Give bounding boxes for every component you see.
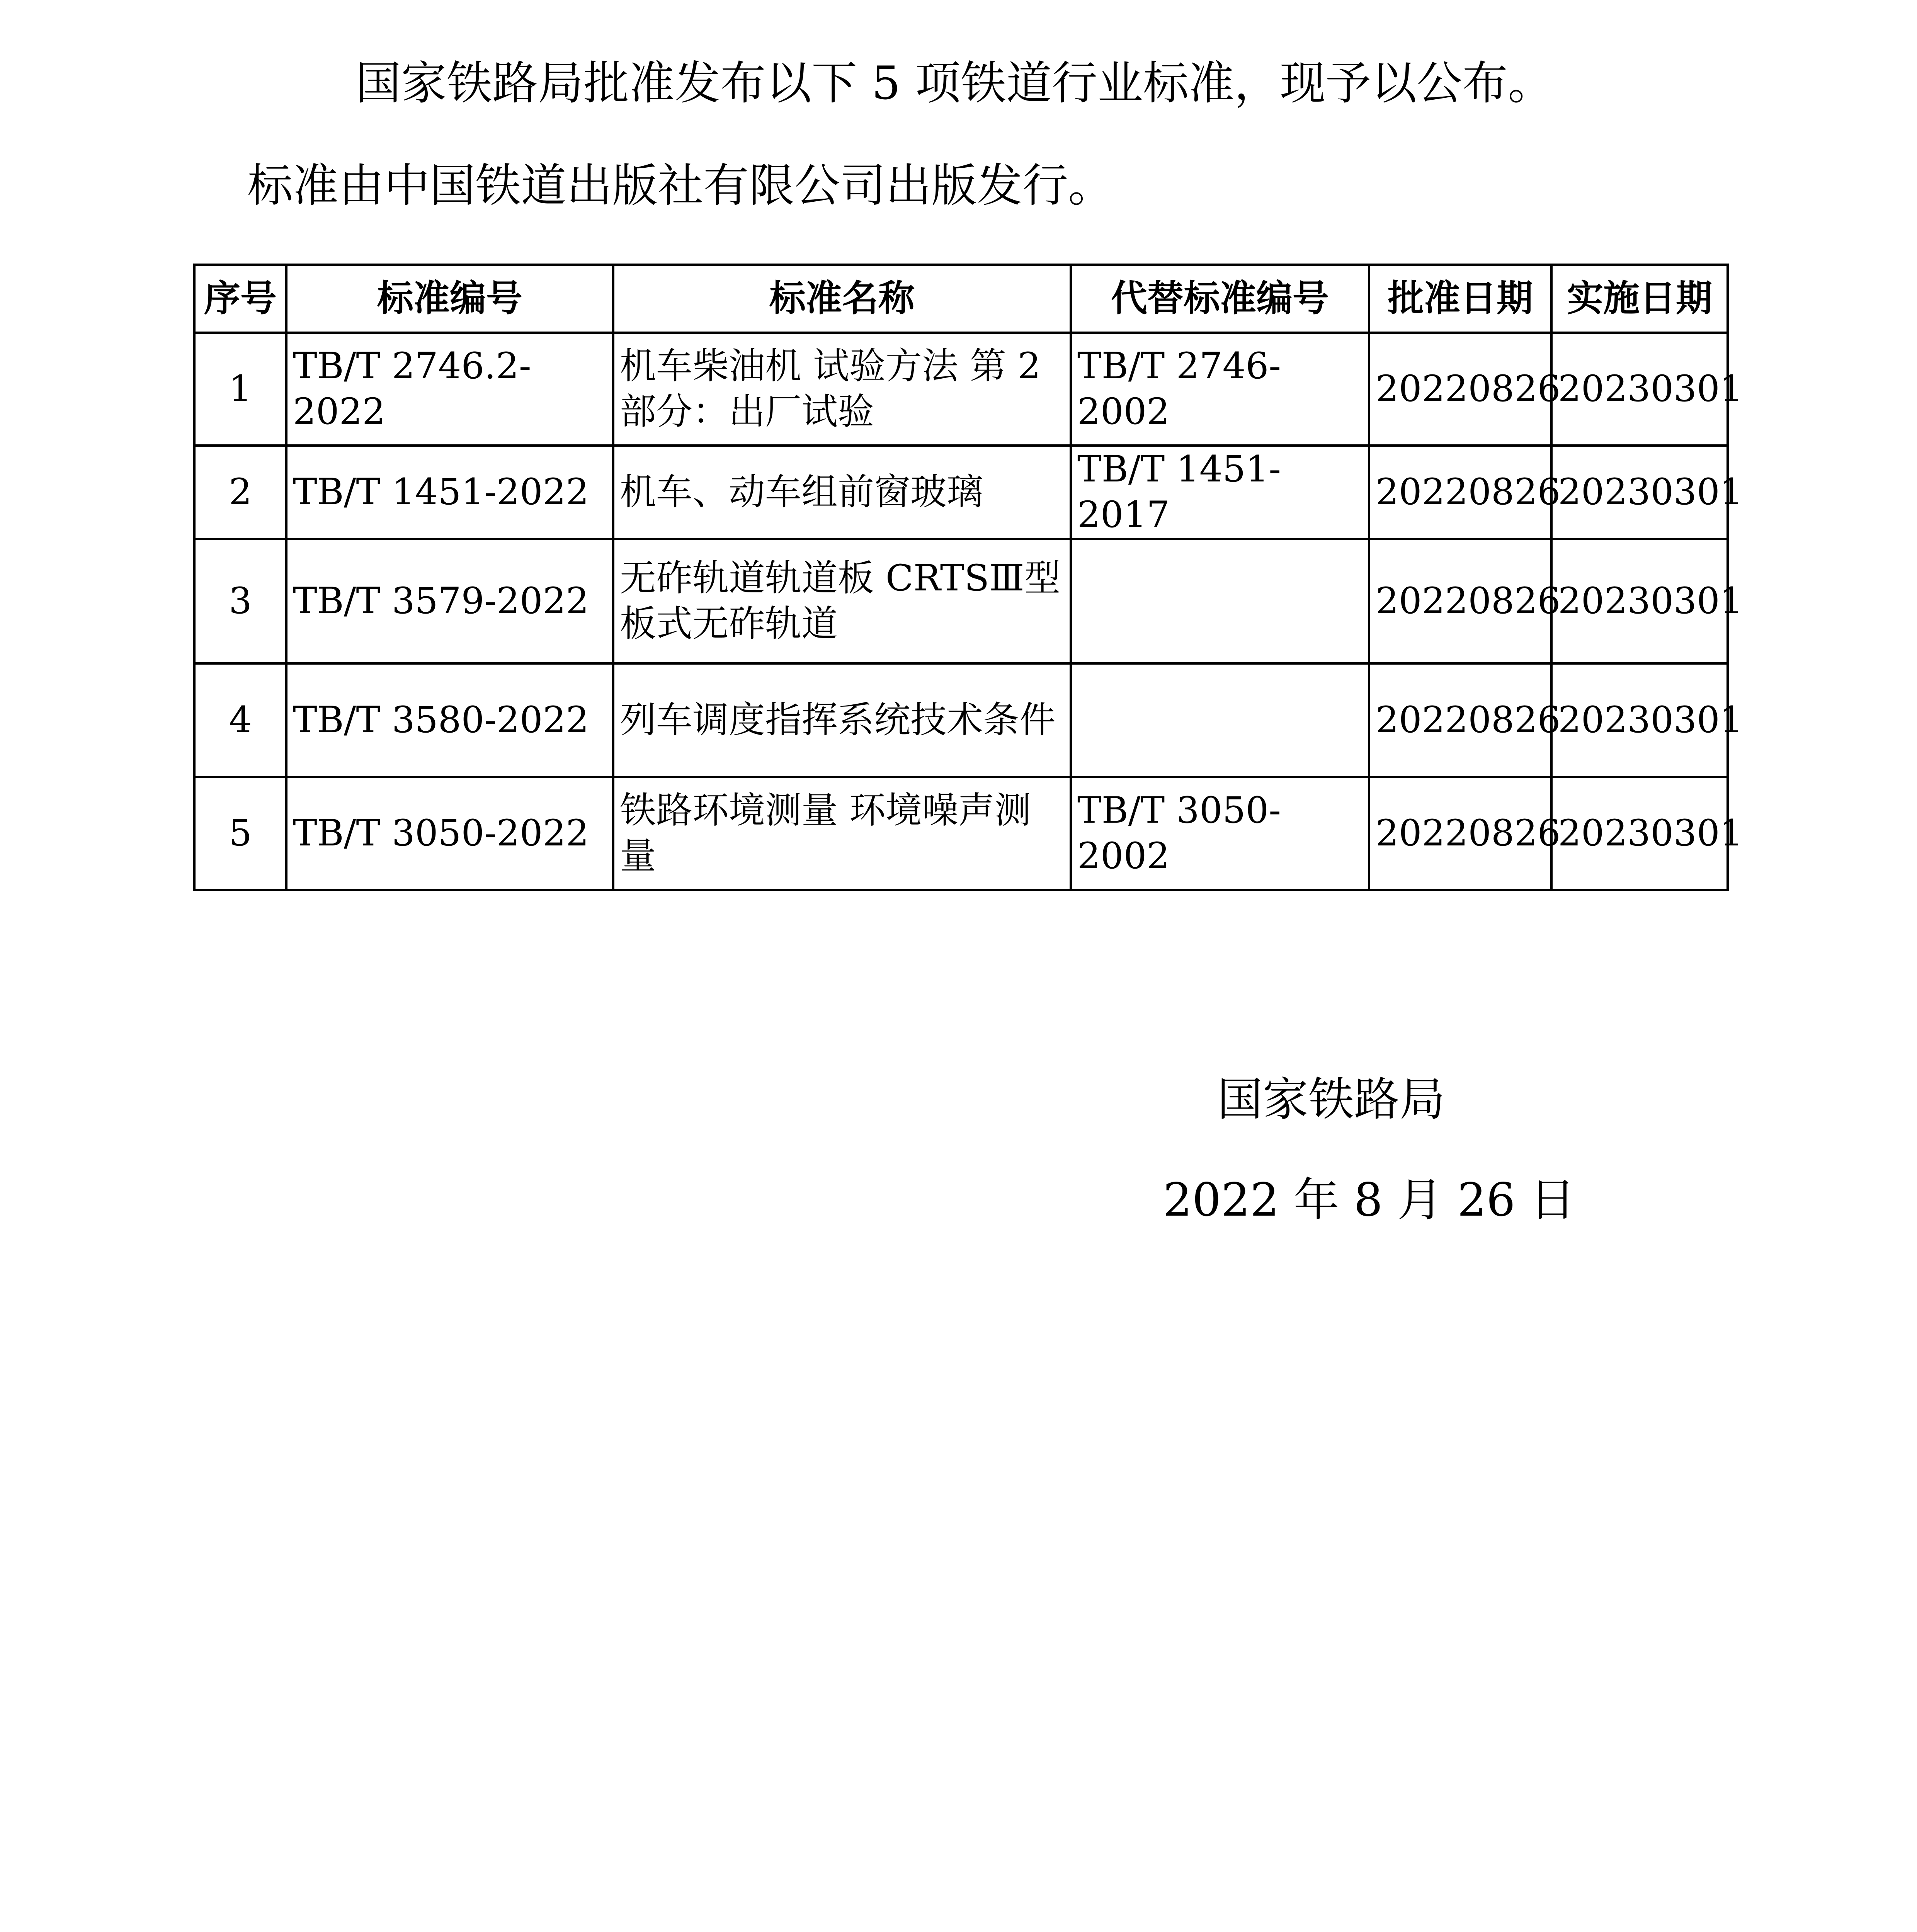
table-row (194, 539, 1728, 663)
cell-effective: 20230301 (1551, 446, 1728, 539)
cell-code: TB/T 3050-2022 (286, 777, 613, 890)
cell-no: 3 (194, 539, 286, 663)
cell-code: TB/T 3580-2022 (286, 663, 613, 777)
standards-table (193, 264, 1743, 891)
cell-no: 1 (194, 333, 286, 446)
cell-replaces: TB/T 2746-2002 (1071, 333, 1369, 446)
table-row (194, 446, 1728, 539)
issuing-authority: 国家铁路局 (1217, 1073, 1446, 1126)
cell-no: 5 (194, 777, 286, 890)
cell-effective: 20230301 (1551, 663, 1728, 777)
table-row (194, 333, 1728, 446)
header-replaces: 代替标准编号 (1071, 265, 1369, 333)
table-row (194, 777, 1728, 890)
cell-replaces (1071, 663, 1369, 777)
table-row (194, 663, 1728, 777)
cell-no: 2 (194, 446, 286, 539)
table-header-row (194, 265, 1728, 333)
header-name: 标准名称 (613, 265, 1071, 333)
header-approved: 批准日期 (1369, 265, 1551, 333)
cell-approved: 20220826 (1369, 333, 1551, 446)
cell-name: 机车柴油机 试验方法 第 2 部分：出厂试验 (613, 333, 1071, 446)
cell-effective: 20230301 (1551, 333, 1728, 446)
cell-name: 列车调度指挥系统技术条件 (613, 663, 1071, 777)
header-effective: 实施日期 (1551, 265, 1728, 333)
cell-replaces (1071, 539, 1369, 663)
cell-no: 4 (194, 663, 286, 777)
cell-replaces: TB/T 1451-2017 (1071, 446, 1369, 539)
issue-date: 2022 年 8 月 26 日 (1163, 1173, 1576, 1226)
cell-effective: 20230301 (1551, 539, 1728, 663)
header-code: 标准编号 (286, 265, 613, 333)
cell-code: TB/T 2746.2-2022 (286, 333, 613, 446)
cell-code: TB/T 3579-2022 (286, 539, 613, 663)
cell-name: 无砟轨道轨道板 CRTSⅢ型板式无砟轨道 (613, 539, 1071, 663)
cell-approved: 20220826 (1369, 539, 1551, 663)
intro-line-2: 标准由中国铁道出版社有限公司出版发行。 (247, 159, 1114, 212)
cell-replaces: TB/T 3050-2002 (1071, 777, 1369, 890)
cell-approved: 20220826 (1369, 663, 1551, 777)
intro-line-1: 国家铁路局批准发布以下 5 项铁道行业标准，现予以公布。 (356, 56, 1554, 110)
cell-name: 铁路环境测量 环境噪声测量 (613, 777, 1071, 890)
cell-approved: 20220826 (1369, 446, 1551, 539)
cell-effective: 20230301 (1551, 777, 1728, 890)
header-no: 序号 (194, 265, 286, 333)
cell-code: TB/T 1451-2022 (286, 446, 613, 539)
cell-approved: 20220826 (1369, 777, 1551, 890)
cell-name: 机车、动车组前窗玻璃 (613, 446, 1071, 539)
